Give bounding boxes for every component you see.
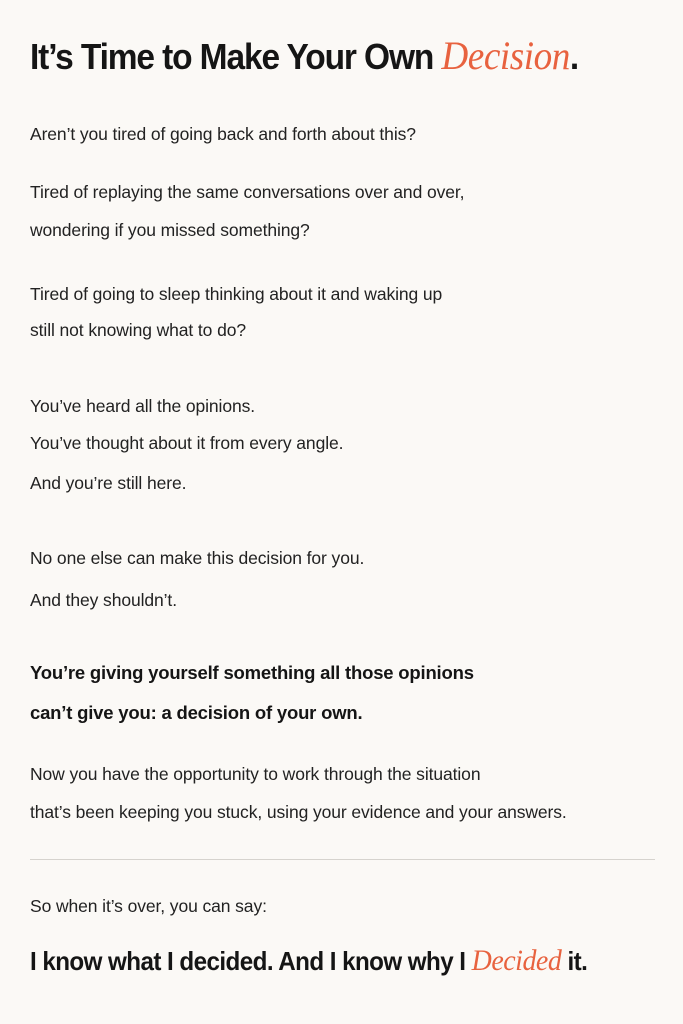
body-line: Aren’t you tired of going back and forth about this? [30,124,416,144]
body-line: You’ve thought about it from every angle. [30,433,344,453]
divider [30,859,655,860]
body-line: Now you have the opportunity to work through the situation [30,764,481,784]
closing-statement [30,946,587,976]
body-line: You’ve heard all the opinions. [30,396,255,416]
title-accent-word: Decision [441,33,570,78]
emphasis-line: can’t give you: a decision of your own. [30,702,363,723]
title-text: It’s Time to Make Your Own [30,36,442,77]
body-line: And you’re still here. [30,473,187,493]
emphasis-line: You’re giving yourself something all those opinions [30,662,474,683]
closing-suffix: it. [561,946,588,976]
body-line: Tired of going to sleep thinking about it and waking up [30,284,443,304]
page-content [30,0,660,1024]
body-line: No one else can make this decision for you. [30,548,365,568]
closing-text: I know what I decided. And I know why I [30,946,472,976]
body-line: Tired of replaying the same conversations over and over, [30,182,465,202]
lead-in-text: So when it’s over, you can say: [30,896,267,916]
page-title [30,33,579,78]
body-line: And they shouldn’t. [30,590,177,610]
body-line: wondering if you missed something? [30,220,310,240]
closing-accent-word: Decided [471,944,562,977]
title-period: . [569,36,579,77]
body-line: still not knowing what to do? [30,320,246,340]
body-line: that’s been keeping you stuck, using your evidence and your answers. [30,802,567,822]
